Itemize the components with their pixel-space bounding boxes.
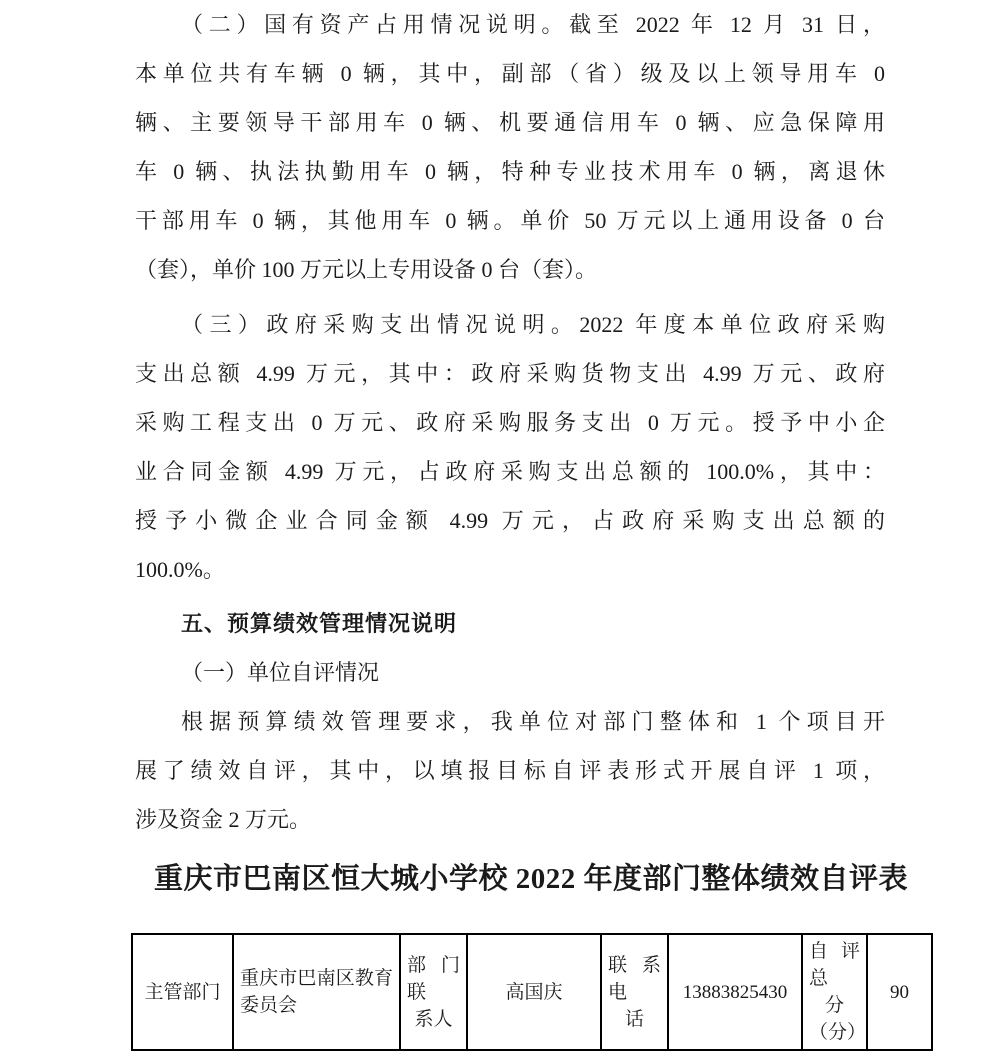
cell-line: 部门联 (407, 954, 460, 1003)
text-line: （套），单价 100 万元以上专用设备 0 台（套）。 (135, 257, 598, 282)
cell-contact-label (400, 934, 467, 1050)
cell-score-value (867, 934, 932, 1050)
text-line: 车 0 辆、执法执勤用车 0 辆，特种专业技术用车 0 辆，离退休 (135, 159, 885, 184)
table-row (132, 934, 932, 1050)
paragraph-state-assets (135, 0, 885, 294)
text-line: （三）政府采购支出情况说明。2022 年度本单位政府采购 (181, 312, 885, 337)
cell-supervisor-label (132, 934, 233, 1050)
cell-line: 分 (824, 995, 844, 1016)
paragraph-self-evaluation-summary (135, 697, 885, 844)
text-line: （二）国有资产占用情况说明。截至 2022 年 12 月 31 日， (181, 12, 885, 37)
cell-line: 重庆市巴南区教育 (240, 968, 393, 989)
text-line: 本单位共有车辆 0 辆，其中，副部（省）级及以上领导用车 0 (135, 61, 885, 86)
cell-phone-label (601, 934, 668, 1050)
cell-supervisor-value (233, 934, 400, 1050)
cell-line: 90 (890, 981, 909, 1003)
cell-line: 话 (624, 1008, 644, 1030)
cell-line: 主管部门 (144, 981, 221, 1003)
cell-line: （分） (809, 1022, 867, 1043)
table-title: 重庆市巴南区恒大城小学校 2022 年度部门整体绩效自评表 (153, 863, 908, 895)
cell-line: 委员会 (240, 995, 298, 1016)
text-line: 业合同金额 4.99 万元，占政府采购支出总额的 100.0%，其中： (135, 459, 885, 484)
cell-contact-value (467, 934, 601, 1050)
text-line: 授予小微企业合同金额 4.99 万元，占政府采购支出总额的 (135, 508, 885, 533)
text-line: 干部用车 0 辆，其他用车 0 辆。单价 50 万元以上通用设备 0 台 (135, 208, 885, 233)
cell-score-label (802, 934, 867, 1050)
text-line: 涉及资金 2 万元。 (135, 807, 312, 832)
text-line: 支出总额 4.99 万元，其中：政府采购货物支出 4.99 万元、政府 (135, 361, 885, 386)
cell-line: 自评总 (809, 941, 860, 989)
text-line: 辆、主要领导干部用车 0 辆、机要通信用车 0 辆、应急保障用 (135, 110, 885, 135)
self-evaluation-table (131, 933, 933, 1051)
text-line: 展了绩效自评，其中，以填报目标自评表形式开展自评 1 项， (135, 758, 885, 783)
subsection-self-evaluation: （一）单位自评情况 (181, 660, 380, 685)
text-line: 100.0%。 (135, 557, 225, 582)
cell-line: 13883825430 (682, 981, 788, 1003)
cell-line: 联系电 (608, 954, 661, 1003)
text-line: 采购工程支出 0 万元、政府采购服务支出 0 万元。授予中小企 (135, 410, 885, 435)
cell-line: 高国庆 (505, 981, 563, 1003)
cell-line: 系人 (414, 1008, 453, 1030)
paragraph-procurement (135, 300, 885, 594)
cell-phone-value (668, 934, 802, 1050)
section-heading-performance: 五、预算绩效管理情况说明 (181, 611, 458, 636)
text-line: 根据预算绩效管理要求，我单位对部门整体和 1 个项目开 (181, 709, 885, 734)
